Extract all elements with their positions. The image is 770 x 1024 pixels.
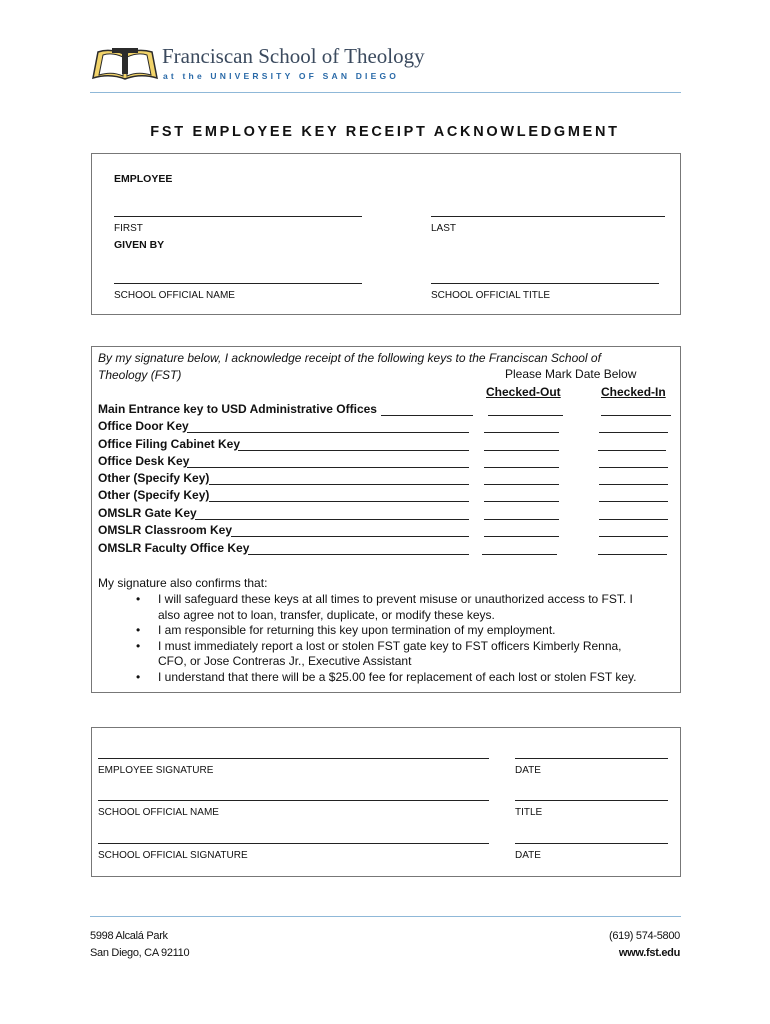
bullet-text: also agree not to loan, transfer, duplicate, or modify these keys. xyxy=(158,607,495,622)
key-row xyxy=(98,437,673,454)
key-row xyxy=(98,402,673,419)
address-line-2: San Diego, CA 92110 xyxy=(90,947,190,959)
document-title: FST EMPLOYEE KEY RECEIPT ACKNOWLEDGMENT xyxy=(150,124,620,140)
checked-in-date-field[interactable] xyxy=(599,467,668,468)
list-item xyxy=(130,670,675,686)
key-name: Office Filing Cabinet Key xyxy=(98,437,241,451)
last-label: LAST xyxy=(431,223,457,234)
bullet-text: I will safeguard these keys at all times to prevent misuse or unauthorized access to FST. I xyxy=(158,592,633,606)
key-row xyxy=(98,488,673,505)
confirm-list xyxy=(130,592,675,686)
key-name: Main Entrance key to USD Administrative Offices xyxy=(98,402,377,416)
bullet-text: I must immediately report a lost or stolen FST gate key to FST officers Kimberly Renna, xyxy=(158,638,622,653)
key-name-line[interactable] xyxy=(209,501,469,502)
key-row xyxy=(98,454,673,471)
key-name-line[interactable] xyxy=(381,415,473,416)
key-row xyxy=(98,506,673,523)
footer-divider xyxy=(90,916,681,917)
list-item xyxy=(130,623,675,639)
official-title-signature-field[interactable] xyxy=(515,800,668,801)
checked-out-date-field[interactable] xyxy=(484,450,559,451)
brand-subtitle: at the UNIVERSITY OF SAN DIEGO xyxy=(163,71,400,81)
first-label: FIRST xyxy=(114,223,143,234)
bullet-icon: • xyxy=(136,623,141,638)
key-name-line[interactable] xyxy=(248,554,469,555)
key-row xyxy=(98,523,673,540)
school-official-signature-label: SCHOOL OFFICIAL SIGNATURE xyxy=(98,850,248,861)
official-title-label: SCHOOL OFFICIAL TITLE xyxy=(431,290,551,301)
employee-signature-label: EMPLOYEE SIGNATURE xyxy=(98,765,214,776)
checked-out-date-field[interactable] xyxy=(484,536,559,537)
official-date-field[interactable] xyxy=(515,843,668,844)
bullet-text: I am responsible for returning this key upon termination of my employment. xyxy=(158,623,556,638)
employee-label: EMPLOYEE xyxy=(114,173,173,185)
title-label: TITLE xyxy=(515,807,543,818)
key-name: Other (Specify Key) xyxy=(98,471,210,485)
employee-signature-field[interactable] xyxy=(98,758,489,759)
checked-in-date-field[interactable] xyxy=(599,432,668,433)
confirm-intro: My signature also confirms that: xyxy=(98,576,268,590)
checked-in-header: Checked-In xyxy=(601,385,666,399)
key-name-line[interactable] xyxy=(195,519,469,520)
key-name: OMSLR Gate Key xyxy=(98,506,197,520)
checked-out-header: Checked-Out xyxy=(486,385,561,399)
checked-out-date-field[interactable] xyxy=(482,554,557,555)
bullet-text: CFO, or Jose Contreras Jr., Executive Assistant xyxy=(158,654,412,669)
official-signature-field[interactable] xyxy=(98,843,489,844)
key-name: OMSLR Faculty Office Key xyxy=(98,541,250,555)
school-logo xyxy=(90,40,425,84)
checked-out-date-field[interactable] xyxy=(484,467,559,468)
official-title-field[interactable] xyxy=(431,283,659,284)
checked-out-date-field[interactable] xyxy=(484,432,559,433)
school-official-name-label: SCHOOL OFFICIAL NAME xyxy=(98,807,219,818)
key-name-line[interactable] xyxy=(187,467,469,468)
date-label: DATE xyxy=(515,850,541,861)
checked-in-date-field[interactable] xyxy=(598,554,667,555)
website-link[interactable]: www.fst.edu xyxy=(618,947,680,959)
bullet-icon: • xyxy=(136,638,141,653)
key-name-line[interactable] xyxy=(238,450,469,451)
checked-out-date-field[interactable] xyxy=(484,501,559,502)
official-name-field[interactable] xyxy=(114,283,362,284)
official-name-label: SCHOOL OFFICIAL NAME xyxy=(114,290,235,301)
key-name: OMSLR Classroom Key xyxy=(98,523,233,537)
list-item xyxy=(130,639,675,670)
brand-name: Franciscan School of Theology xyxy=(162,44,425,68)
bullet-icon: • xyxy=(136,592,141,606)
checked-in-date-field[interactable] xyxy=(598,450,666,451)
checked-out-date-field[interactable] xyxy=(488,415,563,416)
key-row xyxy=(98,419,673,436)
intro-line-2: Theology (FST) xyxy=(98,368,182,382)
key-name: Office Desk Key xyxy=(98,454,190,468)
first-name-field[interactable] xyxy=(114,216,362,217)
date-label: DATE xyxy=(515,765,541,776)
official-name-signature-field[interactable] xyxy=(98,800,489,801)
checked-out-date-field[interactable] xyxy=(484,519,559,520)
key-row xyxy=(98,541,673,558)
checked-in-date-field[interactable] xyxy=(599,536,668,537)
list-item xyxy=(130,592,675,623)
employee-date-field[interactable] xyxy=(515,758,668,759)
book-tau-logo-icon xyxy=(90,42,160,82)
checked-in-date-field[interactable] xyxy=(599,519,668,520)
checked-in-date-field[interactable] xyxy=(601,415,671,416)
header-divider xyxy=(90,92,681,93)
checked-out-date-field[interactable] xyxy=(484,484,559,485)
key-name-line[interactable] xyxy=(209,484,469,485)
checked-in-date-field[interactable] xyxy=(599,484,668,485)
checked-in-date-field[interactable] xyxy=(599,501,668,502)
given-by-label: GIVEN BY xyxy=(114,239,165,251)
phone-number: (619) 574-5800 xyxy=(608,930,680,942)
mark-date-note: Please Mark Date Below xyxy=(505,367,637,381)
key-row xyxy=(98,471,673,488)
key-name-line[interactable] xyxy=(231,536,469,537)
address-line-1: 5998 Alcalá Park xyxy=(90,930,168,942)
key-name: Other (Specify Key) xyxy=(98,488,210,502)
bullet-text: I understand that there will be a $25.00 fee for replacement of each lost or stolen FST key. xyxy=(158,669,637,684)
key-name: Office Door Key xyxy=(98,419,189,433)
intro-line-1: By my signature below, I acknowledge receipt of the following keys to the Franciscan School of xyxy=(98,351,601,365)
last-name-field[interactable] xyxy=(431,216,665,217)
bullet-icon: • xyxy=(136,669,141,684)
key-name-line[interactable] xyxy=(187,432,469,433)
